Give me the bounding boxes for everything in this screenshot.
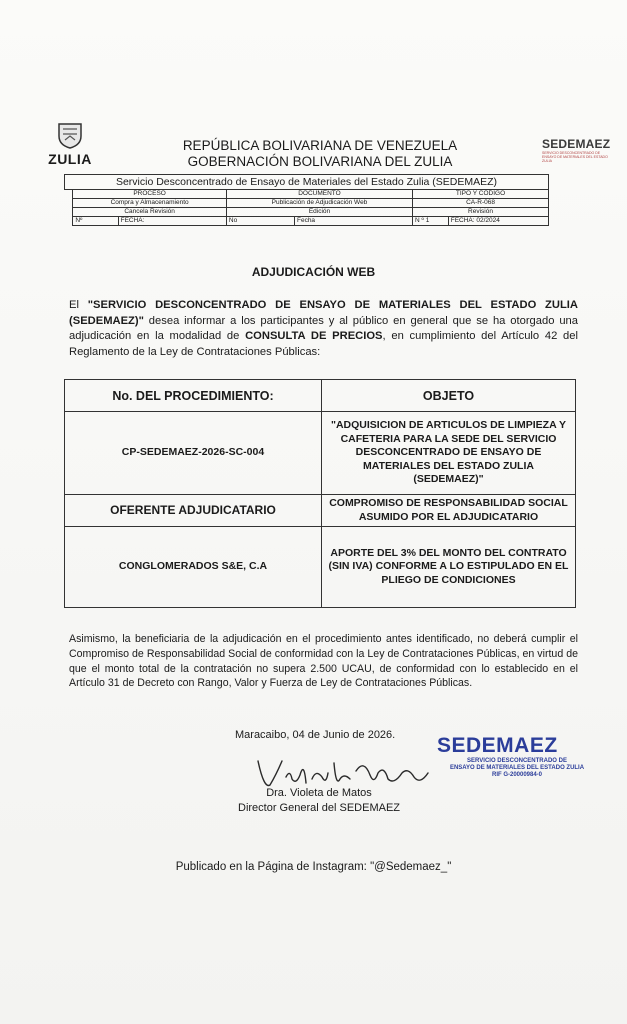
intro-modality: CONSULTA DE PRECIOS bbox=[245, 330, 383, 343]
fecha-2: Fecha bbox=[294, 217, 412, 226]
col-tipo: TIPO Y CODIGO bbox=[413, 190, 549, 199]
numero-3: N º 1 bbox=[413, 217, 449, 226]
zulia-logo bbox=[44, 120, 96, 167]
val-proceso: Compra y Almacenamiento bbox=[73, 199, 227, 208]
col-documento: DOCUMENTO bbox=[226, 190, 412, 199]
header-compromiso: COMPROMISO DE RESPONSABILIDAD SOCIAL ASUMIDO POR EL ADJUDICATARIO bbox=[322, 495, 576, 527]
signer-block bbox=[224, 786, 414, 815]
val-tipo: CA-R-068 bbox=[413, 199, 549, 208]
stamp-brand: SEDEMAEZ bbox=[437, 734, 558, 757]
award-table bbox=[64, 379, 576, 608]
logo-right-text: SEDEMAEZ bbox=[542, 137, 611, 151]
exemption-paragraph: Asimismo, la beneficiaria de la adjudicación en el procedimiento antes identificado, no deberá cumplir el Compromiso de Responsabilidad Social de conformidad con la Ley de Contrataciones Públicas, en virtud de que el monto total de la contratación no supera 2.500 UCAU, de conformidad con lo establecido en el Artículo 31 de Decreto con Rango, Valor y Fuerza de Ley de Contrataciones Públicas. bbox=[69, 633, 578, 690]
stamp-line-1: SERVICIO DESCONCENTRADO DE bbox=[467, 758, 567, 764]
publication-note: Publicado en la Página de Instagram: "@Sedemaez_" bbox=[175, 861, 452, 873]
logo-right-tagline: SERVICIO DESCONCENTRADO DE ENSAYO DE MATERIALES DEL ESTADO ZULIA bbox=[542, 151, 608, 163]
numero-2: No bbox=[226, 217, 294, 226]
sedemaez-logo bbox=[542, 137, 612, 163]
official-stamp bbox=[437, 734, 597, 779]
stamp-line-3: RIF G-20000984-0 bbox=[491, 772, 543, 778]
logo-left-text: ZULIA bbox=[48, 151, 92, 167]
intro-text-3: , en cumplimiento del Artículo 42 del Reglamento de la Ley de Contrataciones Públicas: bbox=[69, 330, 578, 358]
place-date: Maracaibo, 04 de Junio de 2026. bbox=[235, 729, 396, 741]
stamp-line-2: ENSAYO DE MATERIALES DEL ESTADO ZULIA bbox=[449, 765, 585, 771]
header-oferente: OFERENTE ADJUDICATARIO bbox=[65, 495, 322, 527]
oferente-value: CONGLOMERADOS S&E, C.A bbox=[65, 527, 322, 608]
intro-entity: "SERVICIO DESCONCENTRADO DE ENSAYO DE MATERIALES DEL ESTADO ZULIA (SEDEMAEZ)" bbox=[69, 299, 578, 327]
document-control-table bbox=[64, 174, 549, 226]
government-heading bbox=[160, 138, 480, 170]
numero-1: Nº bbox=[73, 217, 118, 226]
intro-text-2: desea informar a los participantes y al público en general que se ha otorgado una adjudicación en la modalidad de bbox=[69, 314, 578, 343]
revision: Revisión bbox=[413, 208, 549, 217]
intro-text-1: El bbox=[69, 299, 88, 311]
header-objeto: OBJETO bbox=[322, 380, 576, 412]
gov-line-2: GOBERNACIÓN BOLIVARIANA DEL ZULIA bbox=[187, 154, 453, 169]
compromiso-value: APORTE DEL 3% DEL MONTO DEL CONTRATO (SIN IVA) CONFORME A LO ESTIPULADO EN EL PLIEGO DE CONDICIONES bbox=[322, 527, 576, 608]
signer-name: Dra. Violeta de Matos bbox=[266, 787, 372, 799]
gov-line-1: REPÚBLICA BOLIVARIANA DE VENEZUELA bbox=[182, 138, 458, 153]
col-proceso: PROCESO bbox=[73, 190, 227, 199]
val-documento: Publicación de Adjudicación Web bbox=[226, 199, 412, 208]
coat-of-arms-icon bbox=[55, 120, 85, 150]
header-procedimiento: No. DEL PROCEDIMIENTO: bbox=[65, 380, 322, 412]
procedimiento-value: CP-SEDEMAEZ-2026-SC-004 bbox=[65, 412, 322, 495]
signer-title: Director General del SEDEMAEZ bbox=[238, 801, 400, 814]
document-title: ADJUDICACIÓN WEB bbox=[251, 265, 376, 279]
fecha-1: FECHA: bbox=[118, 217, 226, 226]
fecha-3: FECHA: 02/2024 bbox=[448, 217, 548, 226]
control-title: Servicio Desconcentrado de Ensayo de Materiales del Estado Zulia (SEDEMAEZ) bbox=[65, 175, 549, 190]
cancela-revision: Cancela Revisión bbox=[73, 208, 227, 217]
intro-paragraph bbox=[69, 298, 578, 360]
edicion: Edición bbox=[226, 208, 412, 217]
objeto-value: "ADQUISICION DE ARTICULOS DE LIMPIEZA Y CAFETERIA PARA LA SEDE DEL SERVICIO DESCONCENTRADO DE ENSAYO DE MATERIALES DEL ESTADO ZULIA (SEDEMAEZ)" bbox=[322, 412, 576, 495]
